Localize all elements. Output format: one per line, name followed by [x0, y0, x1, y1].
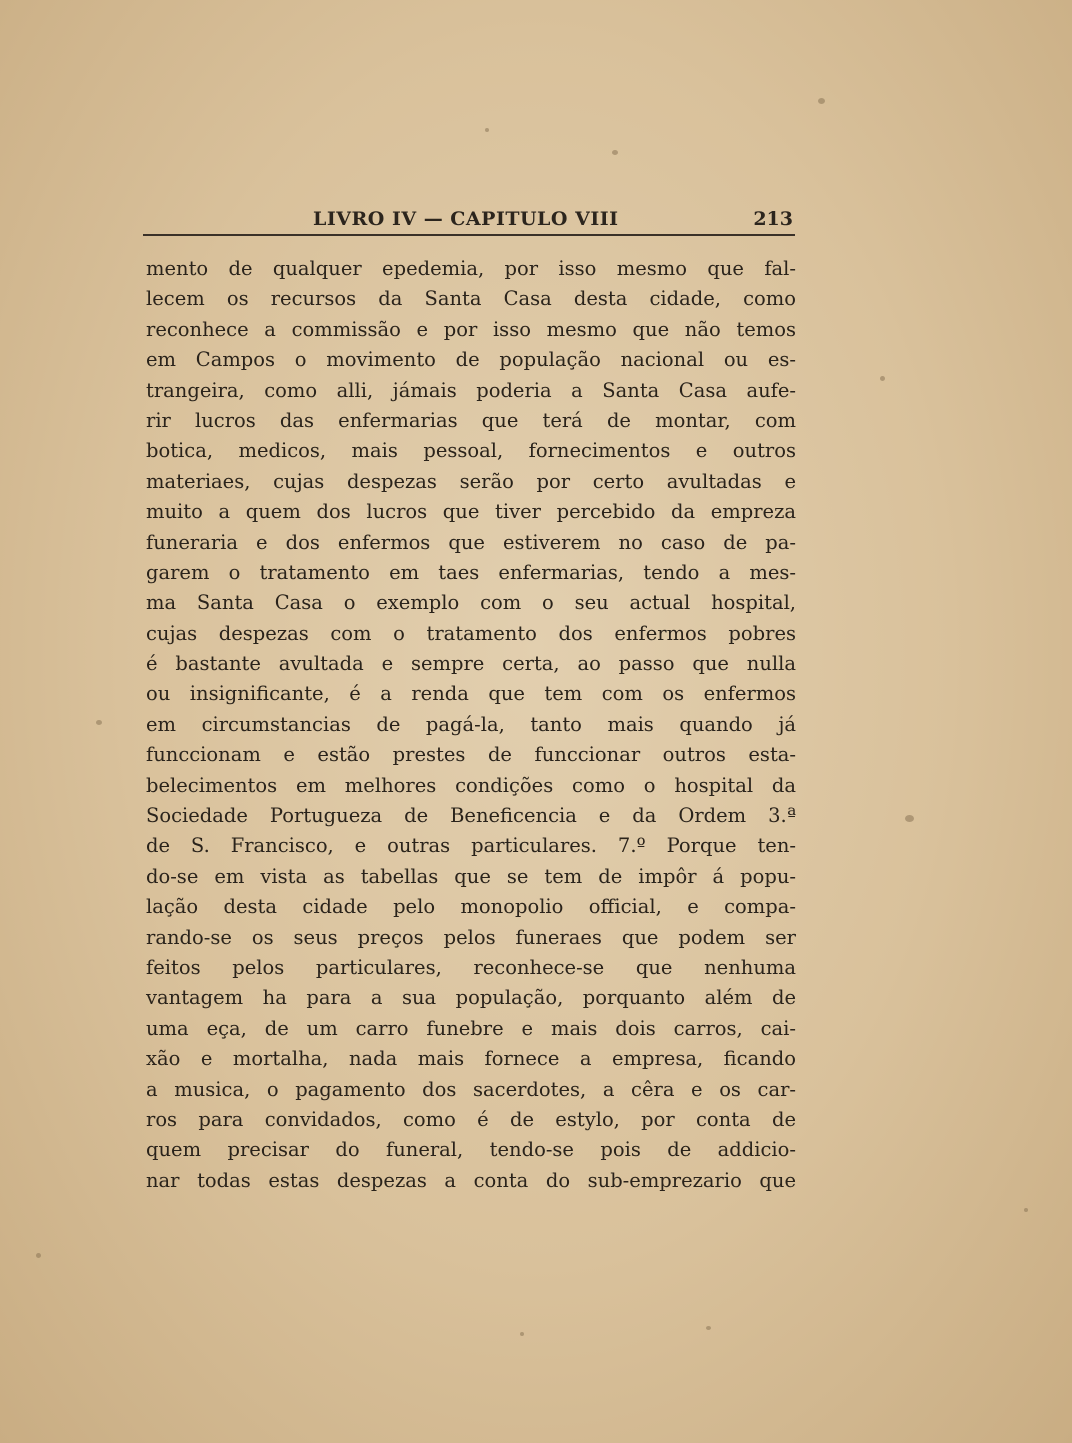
- text-line: trangeira, como alli, jámais poderia a Santa Casa aufe-: [146, 378, 796, 402]
- text-line: reconhece a commissão e por isso mesmo que não temos: [146, 317, 796, 341]
- text-line: nar todas estas despezas a conta do sub-emprezario que: [146, 1168, 796, 1192]
- paper-speck: [36, 1253, 41, 1258]
- paper-speck: [612, 150, 618, 155]
- text-line: funccionam e estão prestes de funccionar outros esta-: [146, 743, 796, 767]
- paper-speck: [1024, 1208, 1028, 1212]
- text-line: de S. Francisco, e outras particulares. 7.º Porque ten-: [146, 834, 796, 858]
- text-line: em Campos o movimento de população nacional ou es-: [146, 348, 796, 372]
- text-line: ros para convidados, como é de estylo, por conta de: [146, 1107, 796, 1131]
- paper-speck: [818, 98, 825, 104]
- paper-speck: [485, 128, 489, 132]
- body-text: [146, 254, 796, 1196]
- text-line: ma Santa Casa o exemplo com o seu actual hospital,: [146, 591, 796, 615]
- text-line: lecem os recursos da Santa Casa desta cidade, como: [146, 287, 796, 311]
- text-line: vantagem ha para a sua população, porquanto além de: [146, 986, 796, 1010]
- paper-speck: [905, 815, 914, 822]
- text-line: belecimentos em melhores condições como o hospital da: [146, 773, 796, 797]
- text-line: materiaes, cujas despezas serão por certo avultadas e: [146, 469, 796, 493]
- text-line: botica, medicos, mais pessoal, fornecimentos e outros: [146, 439, 796, 463]
- paper-speck: [520, 1332, 524, 1336]
- running-head: [143, 206, 795, 236]
- text-line: rando-se os seus preços pelos funeraes que podem ser: [146, 925, 796, 949]
- paper-speck: [706, 1326, 711, 1330]
- text-line: mento de qualquer epedemia, por isso mesmo que fal-: [146, 257, 796, 280]
- text-line: do-se em vista as tabellas que se tem de impôr á popu-: [146, 864, 796, 888]
- running-title: LIVRO IV — CAPITULO VIII: [313, 208, 619, 230]
- text-line: rir lucros das enfermarias que terá de montar, com: [146, 408, 796, 432]
- text-line: xão e mortalha, nada mais fornece a empresa, ficando: [146, 1047, 796, 1071]
- paper-speck: [96, 720, 102, 725]
- page-number: 213: [753, 208, 793, 230]
- text-line: ou insignificante, é a renda que tem com os enfermos: [146, 682, 796, 706]
- text-line: funeraria e dos enfermos que estiverem no caso de pa-: [146, 530, 796, 554]
- text-line: é bastante avultada e sempre certa, ao passo que nulla: [146, 652, 796, 676]
- text-line: cujas despezas com o tratamento dos enfermos pobres: [146, 621, 796, 645]
- text-line: a musica, o pagamento dos sacerdotes, a cêra e os car-: [146, 1077, 796, 1101]
- text-line: garem o tratamento em taes enfermarias, tendo a mes-: [146, 560, 796, 584]
- text-line: Sociedade Portugueza de Beneficencia e da Ordem 3.ª: [146, 804, 796, 828]
- text-line: em circumstancias de pagá-la, tanto mais quando já: [146, 712, 796, 736]
- text-line: lação desta cidade pelo monopolio official, e compa-: [146, 895, 796, 919]
- paper-speck: [880, 376, 885, 381]
- text-line: uma eça, de um carro funebre e mais dois carros, cai-: [146, 1016, 796, 1040]
- text-line: quem precisar do funeral, tendo-se pois de addicio-: [146, 1138, 796, 1162]
- text-line: feitos pelos particulares, reconhece-se que nenhuma: [146, 955, 796, 979]
- text-line: muito a quem dos lucros que tiver percebido da empreza: [146, 500, 796, 524]
